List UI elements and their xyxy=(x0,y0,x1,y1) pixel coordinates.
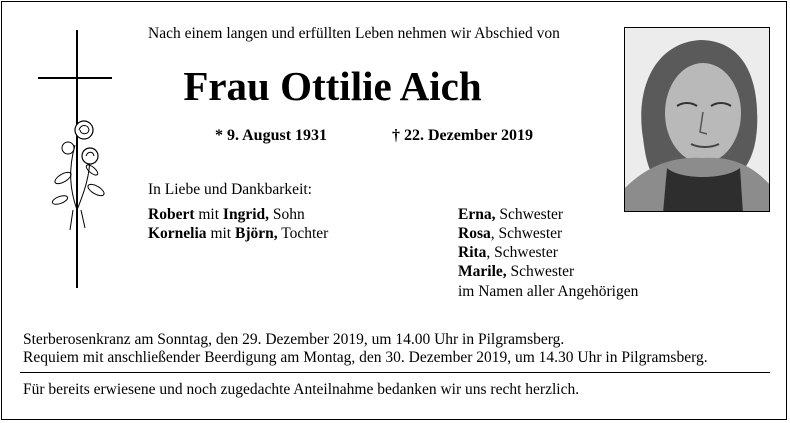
service-requiem: Requiem mit anschließender Beerdigung am Montag, den 30. Dezember 2019, um 14.30 Uhr in Pilgramsberg. xyxy=(23,349,708,366)
all-relatives: im Namen aller Angehörigen xyxy=(458,283,639,300)
mourner-left-2: Kornelia mit Björn, Tochter xyxy=(148,225,329,242)
thanks-text: Für bereits erwiesene und noch zugedachte Anteilnahme bedanken wir uns recht herzlich. xyxy=(23,381,580,398)
intro-text: Nach einem langen und erfüllten Leben nehmen wir Abschied von xyxy=(148,25,560,42)
mourner-left-1: Robert mit Ingrid, Sohn xyxy=(148,206,305,223)
birth-date: * 9. August 1931 xyxy=(215,127,328,144)
mourner-right-3: Rita, Schwester xyxy=(458,244,558,261)
love-line: In Liebe und Dankbarkeit: xyxy=(148,181,312,198)
mourner-right-1: Erna, Schwester xyxy=(458,206,564,223)
deceased-name: Frau Ottilie Aich xyxy=(183,63,482,109)
mourner-right-2: Rosa, Schwester xyxy=(458,225,563,242)
portrait-photo xyxy=(624,27,770,212)
service-rosary: Sterberosenkranz am Sonntag, den 29. Dezember 2019, um 14.00 Uhr in Pilgramsberg. xyxy=(23,331,565,348)
divider xyxy=(20,372,770,373)
death-date: † 22. Dezember 2019 xyxy=(392,127,533,144)
mourner-right-4: Marile, Schwester xyxy=(458,263,575,280)
